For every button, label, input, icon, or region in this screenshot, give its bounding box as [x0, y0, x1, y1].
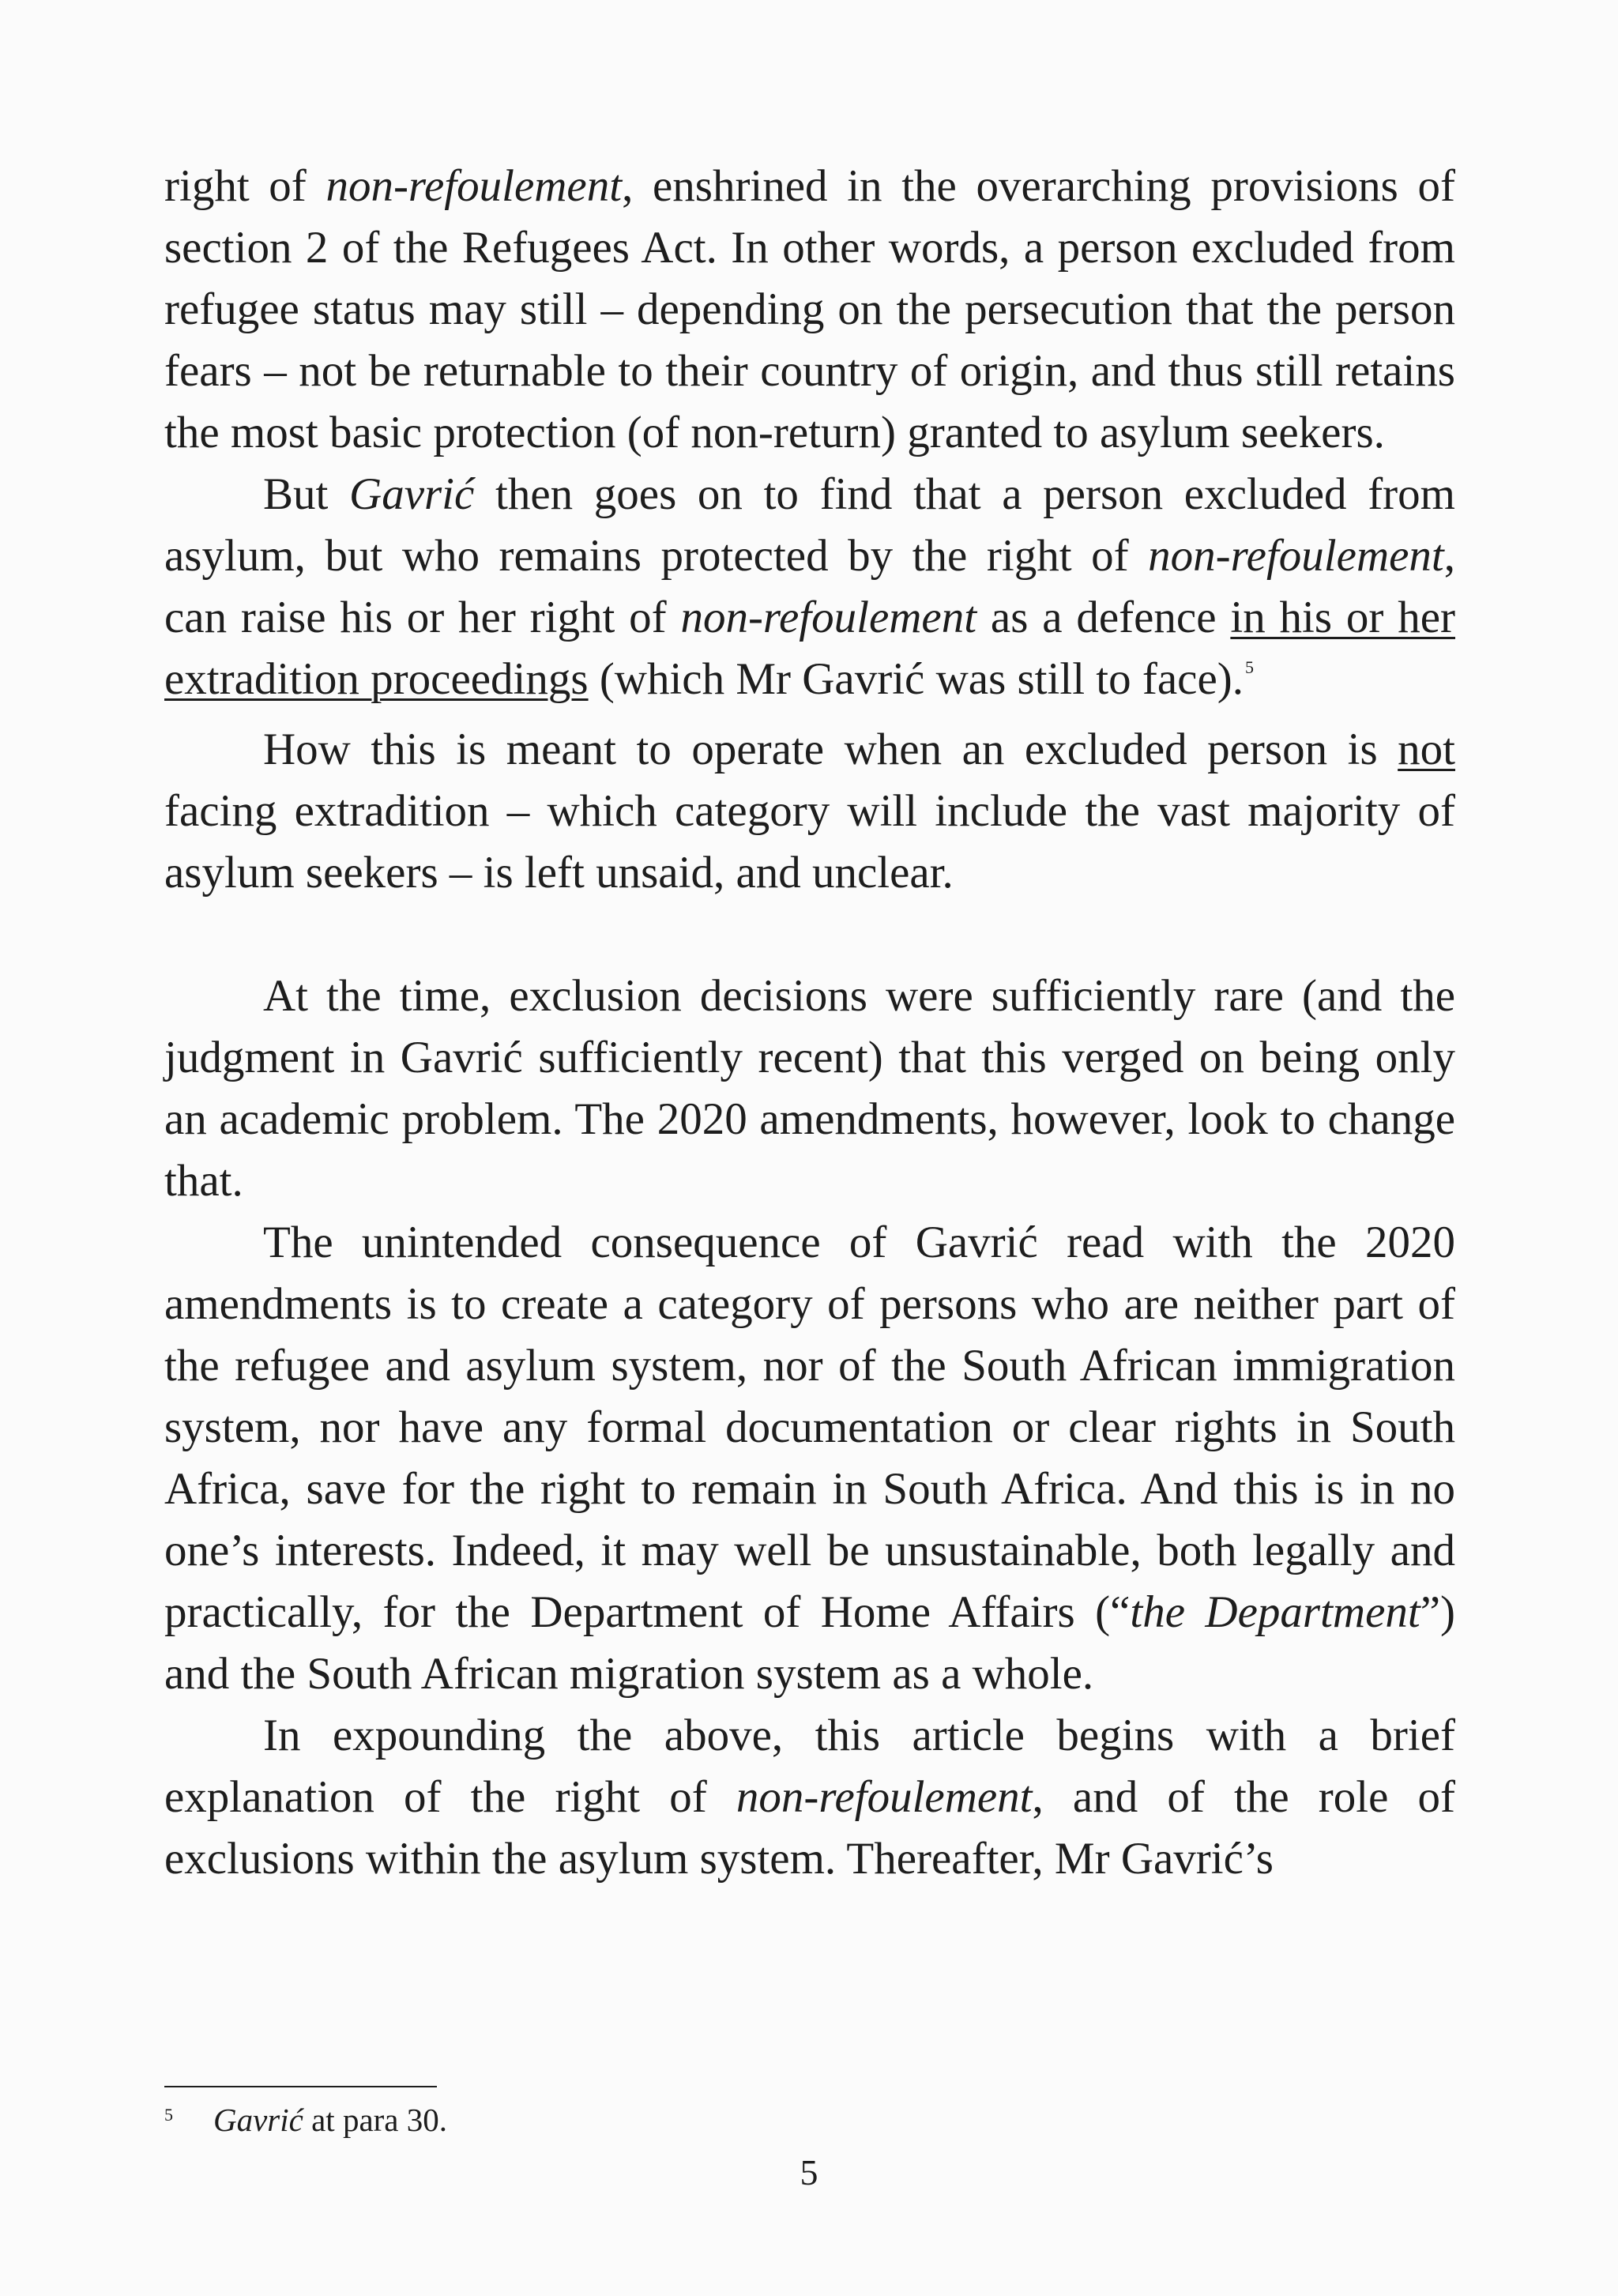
- paragraph-3: How this is meant to operate when an excluded person is not facing extradition – which category will include the vast majority of asylum seekers – is left unsaid, and unclear.: [164, 725, 1455, 898]
- footnote-divider: [164, 2086, 437, 2087]
- footnote: [164, 2097, 1455, 2143]
- paragraph-2: But Gavrić then goes on to find that a person excluded from asylum, but who remains protected by the right of non-refoulement, can raise his or her right of non-refoulement as a defence in his or her extradition proceedings (which Mr Gavrić was still to face).$^5$: [164, 469, 1455, 704]
- page-number: 5: [800, 2152, 818, 2192]
- underlined-phrase: in his or her extradition proceedings: [164, 593, 1455, 704]
- footnote-text: at para 30.: [303, 2102, 447, 2138]
- paragraph-1: right of non-refoulement, enshrined in the overarching provisions of section 2 of the Refugees Act. In other words, a person excluded from refugee status may still – depending on the persecution that the person fears – not be returnable to their country of origin, and thus still retains the most basic protection (of non-return) granted to asylum seekers.: [164, 161, 1455, 457]
- footnote-case: Gavrić: [213, 2102, 303, 2138]
- footnote-reference[interactable]: 5: [1244, 657, 1254, 677]
- paragraph-4: At the time, exclusion decisions were sufficiently rare (and the judgment in Gavrić sufficiently recent) that this verged on being only an academic problem. The 2020 amendments, however, look to change that.: [164, 971, 1455, 1206]
- body-text: [164, 156, 1455, 1890]
- paragraph-5: The unintended consequence of Gavrić read with the 2020 amendments is to create a category of persons who are neither part of the refugee and asylum system, nor of the South African immigration system, nor have any formal documentation or clear rights in South Africa, save for the right to remain in South Africa. And this is in no one’s interests. Indeed, it may well be unsustainable, both legally and practically, for the Department of Home Affairs (“the Department”) and the South African migration system as a whole.: [164, 1218, 1455, 1699]
- underlined-word: not: [1398, 725, 1455, 774]
- footnote-number: 5: [164, 2105, 173, 2125]
- paragraph-6: In expounding the above, this article begins with a brief explanation of the right of non-refoulement, and of the role of exclusions within the asylum system. Thereafter, Mr Gavrić’s: [164, 1711, 1455, 1884]
